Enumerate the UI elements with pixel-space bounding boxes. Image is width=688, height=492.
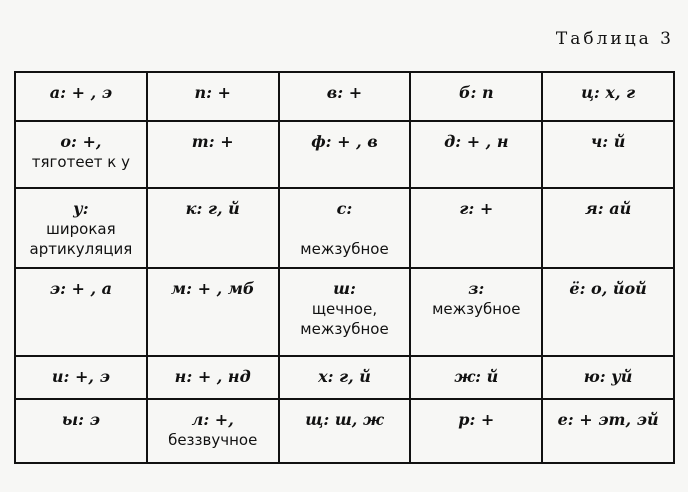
table-cell [279, 268, 411, 356]
cell-head: х: г, й [318, 367, 371, 386]
table-row [15, 121, 674, 188]
cell-head: я: ай [584, 199, 632, 218]
cell-note: межзубное [432, 300, 521, 318]
cell-head: о: +, [60, 132, 102, 151]
cell-head: д: + , н [444, 132, 509, 151]
table-cell [410, 72, 542, 121]
table-row [15, 72, 674, 121]
cell-head: э: + , а [49, 279, 113, 298]
cell-head: м: + , мб [170, 279, 255, 298]
table-cell [542, 268, 674, 356]
table-cell [279, 188, 411, 268]
cell-head: г: + [459, 199, 494, 218]
cell-head: ч: й [590, 132, 626, 151]
cell-head: б: п [458, 83, 494, 102]
cell-note: тяготеет к у [31, 153, 131, 171]
table-row [15, 356, 674, 399]
table-cell [410, 356, 542, 399]
cell-note: широкая артикуляция [29, 220, 133, 258]
table-cell [15, 356, 147, 399]
cell-head: ф: + , в [311, 132, 378, 151]
table-cell [279, 72, 411, 121]
cell-head: к: г, й [185, 199, 240, 218]
cell-head: ц: х, г [581, 83, 636, 102]
cell-head: ж: й [454, 367, 499, 386]
table-cell [542, 188, 674, 268]
cell-head: щ: ш, ж [305, 410, 384, 429]
table-cell [410, 188, 542, 268]
table-row [15, 188, 674, 268]
cell-head: с: [336, 199, 353, 218]
table-cell [279, 356, 411, 399]
table-cell [542, 72, 674, 121]
cell-head: ю: уй [583, 367, 633, 386]
table-cell [15, 188, 147, 268]
cell-head: п: + [194, 83, 231, 102]
table-cell [147, 72, 279, 121]
cell-spacer [284, 219, 406, 239]
sound-substitution-table [14, 71, 675, 464]
table-row [15, 268, 674, 356]
cell-head: н: + , нд [174, 367, 251, 386]
table-cell [147, 268, 279, 356]
table-cell [15, 399, 147, 463]
cell-head: з: [468, 279, 485, 298]
table-cell [147, 188, 279, 268]
table-cell [542, 399, 674, 463]
cell-head: л: +, [191, 410, 234, 429]
table-cell [15, 72, 147, 121]
table-cell [410, 399, 542, 463]
cell-note: межзубное [300, 240, 389, 258]
table-cell [279, 399, 411, 463]
cell-head: ё: о, йой [569, 279, 647, 298]
table-row [15, 399, 674, 463]
cell-note: беззвучное [168, 431, 258, 449]
table-cell [15, 121, 147, 188]
cell-head: и: +, э [51, 367, 110, 386]
cell-head: у: [73, 199, 89, 218]
cell-head: а: + , э [49, 83, 113, 102]
table-cell [147, 399, 279, 463]
table-caption: Таблица 3 [555, 29, 674, 49]
cell-head: ш: [333, 279, 356, 298]
cell-head: т: + [191, 132, 234, 151]
cell-head: е: + эт, эй [557, 410, 659, 429]
cell-head: р: + [458, 410, 495, 429]
table-cell [147, 121, 279, 188]
cell-head: ы: э [61, 410, 100, 429]
cell-head: в: + [326, 83, 363, 102]
table-cell [410, 121, 542, 188]
table-cell [15, 268, 147, 356]
table-cell [410, 268, 542, 356]
cell-note: щечное, межзубное [300, 300, 389, 338]
table-cell [542, 121, 674, 188]
table-cell [147, 356, 279, 399]
table-cell [279, 121, 411, 188]
table-cell [542, 356, 674, 399]
